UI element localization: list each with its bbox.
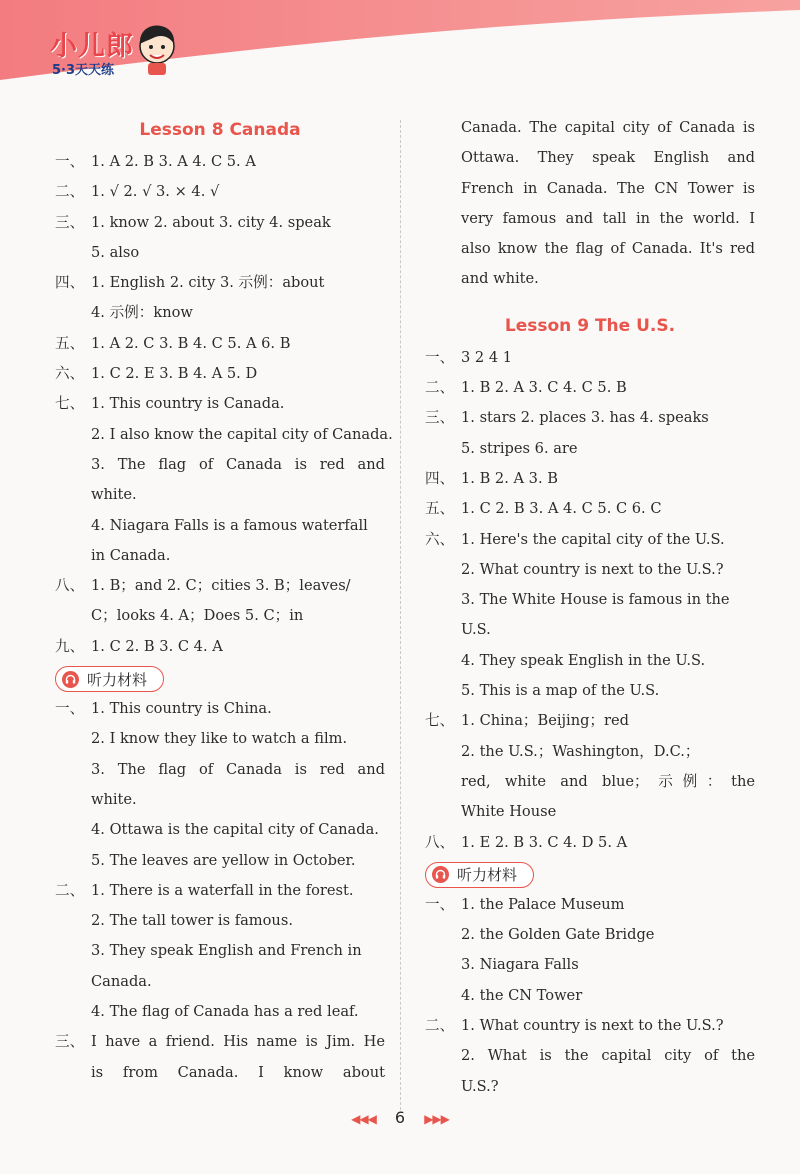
question-number: 二、 (425, 1017, 455, 1035)
answer-row (55, 694, 385, 724)
answer-text: in Canada. (91, 546, 171, 564)
question-number: 二、 (55, 881, 85, 899)
right-arrows-icon: ▶▶▶ (424, 1112, 449, 1126)
answer-text: 2. the Golden Gate Bridge (461, 926, 655, 944)
answer-row (55, 389, 385, 419)
question-number: 一、 (55, 700, 85, 718)
passage-line (425, 113, 755, 143)
answer-text: 1. A 2. C 3. B 4. C 5. A 6. B (91, 334, 291, 352)
answer-text: 1. B 2. A 3. C 4. C 5. B (461, 379, 627, 397)
answer-text: White House (461, 803, 557, 821)
listening-label: 听力材料 (87, 670, 148, 689)
listening-tag (425, 862, 534, 888)
answer-row (425, 737, 755, 767)
passage-line (425, 234, 755, 264)
answer-text: 2. What is the capital city of the (461, 1047, 755, 1065)
answer-text: 4. 示例：know (91, 304, 193, 322)
answer-row (425, 767, 755, 797)
answer-row (55, 571, 385, 601)
answer-text: 1. B；and 2. C；cities 3. B；leaves/ (91, 577, 351, 595)
answer-row (425, 434, 755, 464)
answer-text: U.S.? (461, 1077, 499, 1095)
right-column (425, 113, 755, 1102)
question-number: 九、 (55, 637, 85, 655)
answer-text: is from Canada. I know about (91, 1063, 385, 1081)
answer-text: white. (91, 790, 137, 808)
answer-text: white. (91, 486, 137, 504)
answer-row (55, 785, 385, 815)
listening-continued (425, 113, 755, 295)
answer-row (55, 268, 385, 298)
question-number: 四、 (425, 469, 455, 487)
answer-row (55, 601, 385, 631)
answer-row (55, 177, 385, 207)
answer-text: 4. The flag of Canada has a red leaf. (91, 1003, 359, 1021)
answer-text: 1. know 2. about 3. city 4. speak (91, 213, 331, 231)
answer-row (425, 828, 755, 858)
answer-text: 4. They speak English in the U.S. (461, 651, 706, 669)
answer-text: red, white and blue；示例：the (461, 772, 755, 790)
question-number: 三、 (55, 1033, 85, 1051)
answer-row (425, 920, 755, 950)
brand-logo: 小儿郎 (50, 31, 134, 62)
question-number: 一、 (425, 895, 455, 913)
question-number: 五、 (425, 500, 455, 518)
lesson-8-title: Lesson 8 Canada (139, 120, 301, 140)
answer-row (55, 936, 385, 966)
passage-text: and white. (461, 270, 539, 288)
answer-text: 2. The tall tower is famous. (91, 912, 293, 930)
answer-row (55, 997, 385, 1027)
question-number: 八、 (425, 833, 455, 851)
answer-row (425, 1041, 755, 1071)
answer-text: 1. the Palace Museum (461, 895, 625, 913)
answer-row (425, 464, 755, 494)
answer-row (425, 403, 755, 433)
listening-tag (55, 666, 164, 692)
answer-row (55, 541, 385, 571)
answer-row (55, 359, 385, 389)
answer-text: 1. China；Beijing；red (461, 712, 629, 730)
answer-row (55, 329, 385, 359)
question-number: 六、 (425, 530, 455, 548)
answer-text: 4. Ottawa is the capital city of Canada. (91, 821, 379, 839)
answer-text: C；looks 4. A；Does 5. C；in (91, 607, 304, 625)
answer-row (55, 480, 385, 510)
page-number: 6 (394, 1108, 406, 1127)
question-number: 二、 (55, 183, 85, 201)
passage-line (425, 143, 755, 173)
passage-line (425, 174, 755, 204)
answer-text: 1. English 2. city 3. 示例：about (91, 274, 325, 292)
question-number: 四、 (55, 274, 85, 292)
lesson-8-listening (55, 694, 385, 1088)
column-divider (400, 120, 401, 1110)
answer-text: 3. Niagara Falls (461, 956, 579, 974)
page-footer (0, 1108, 800, 1127)
answer-row (55, 238, 385, 268)
answer-text: 2. the U.S.；Washington，D.C.； (461, 742, 700, 760)
question-number: 七、 (55, 395, 85, 413)
answer-row (425, 343, 755, 373)
answer-row (55, 632, 385, 662)
answer-row (55, 815, 385, 845)
answer-row (425, 1011, 755, 1041)
answer-text: 1. E 2. B 3. C 4. D 5. A (461, 833, 628, 851)
question-number: 一、 (425, 348, 455, 366)
answer-row (55, 967, 385, 997)
left-arrows-icon: ◀◀◀ (351, 1112, 376, 1126)
passage-text: very famous and tall in the world. I (461, 209, 755, 227)
answer-text: Canada. (91, 972, 152, 990)
answer-row (55, 846, 385, 876)
lesson-9-title: Lesson 9 The U.S. (504, 315, 676, 336)
answer-row (425, 950, 755, 980)
answer-row (425, 676, 755, 706)
passage-line (425, 264, 755, 294)
passage-text: also know the flag of Canada. It's red (461, 240, 755, 258)
answer-row (55, 298, 385, 328)
answer-text: 1. B 2. A 3. B (461, 469, 558, 487)
question-number: 二、 (425, 379, 455, 397)
answer-row (425, 646, 755, 676)
answer-row (425, 494, 755, 524)
passage-text: Canada. The capital city of Canada is (461, 119, 755, 136)
answer-text: 1. A 2. B 3. A 4. C 5. A (91, 153, 256, 170)
answer-text: 4. Niagara Falls is a famous waterfall (91, 516, 368, 534)
passage-text: French in Canada. The CN Tower is (461, 179, 755, 197)
question-number: 七、 (425, 712, 455, 730)
answer-text: 1. √ 2. √ 3. × 4. √ (91, 183, 220, 201)
answer-text: 1. C 2. B 3. C 4. A (91, 637, 223, 655)
answer-text: 5. The leaves are yellow in October. (91, 851, 356, 869)
lesson-9-answers (425, 343, 755, 858)
answer-text: 1. stars 2. places 3. has 4. speaks (461, 409, 709, 427)
passage-text: Ottawa. They speak English and (461, 149, 755, 167)
answer-row (425, 615, 755, 645)
listening-label: 听力材料 (457, 866, 518, 885)
answer-row (425, 890, 755, 920)
answer-row (425, 373, 755, 403)
headphones-icon (432, 866, 449, 883)
answer-text: 2. I know they like to watch a film. (91, 730, 348, 748)
answer-text: 1. Here's the capital city of the U.S. (461, 530, 725, 548)
answer-text: 1. What country is next to the U.S.? (461, 1017, 724, 1035)
question-number: 五、 (55, 334, 85, 352)
answer-row (425, 1072, 755, 1102)
series-label: 5·3天天练 (52, 63, 115, 78)
answer-row (55, 147, 385, 177)
headphones-icon (62, 671, 79, 688)
answer-text: 3. The flag of Canada is red and (91, 760, 385, 778)
answer-row (425, 525, 755, 555)
left-column (55, 113, 393, 1088)
answer-row (55, 450, 385, 480)
question-number: 六、 (55, 365, 85, 383)
answer-text: 3. The White House is famous in the (461, 591, 730, 609)
answer-text: I have a friend. His name is Jim. He (91, 1033, 385, 1051)
answer-text: 1. C 2. B 3. A 4. C 5. C 6. C (461, 500, 662, 518)
answer-row (55, 755, 385, 785)
answer-text: 3. The flag of Canada is red and (91, 455, 385, 473)
answer-text: U.S. (461, 621, 491, 639)
question-number: 三、 (55, 213, 85, 231)
answer-text: 3. They speak English and French in (91, 942, 362, 960)
answer-row (425, 797, 755, 827)
answer-text: 5. This is a map of the U.S. (461, 682, 660, 700)
answer-row (55, 876, 385, 906)
answer-text: 1. C 2. E 3. B 4. A 5. D (91, 365, 258, 383)
answer-row (55, 724, 385, 754)
lesson-8-answers (55, 147, 393, 662)
passage-line (425, 204, 755, 234)
question-number: 一、 (55, 153, 85, 170)
answer-text: 4. the CN Tower (461, 986, 583, 1004)
question-number: 八、 (55, 577, 85, 595)
answer-text: 1. This country is China. (91, 700, 272, 718)
answer-text: 1. There is a waterfall in the forest. (91, 881, 354, 899)
answer-text: 1. This country is Canada. (91, 395, 285, 413)
answer-text: 2. What country is next to the U.S.? (461, 560, 724, 578)
answer-row (425, 555, 755, 585)
answer-row (55, 906, 385, 936)
answer-text: 5. also (91, 243, 140, 261)
answer-text: 2. I also know the capital city of Canada. (91, 425, 393, 443)
answer-row (425, 981, 755, 1011)
answer-row (55, 208, 385, 238)
answer-text: 5. stripes 6. are (461, 439, 578, 457)
answer-row (425, 585, 755, 615)
answer-row (55, 420, 393, 450)
mascot-boy-icon (133, 20, 181, 76)
lesson-9-listening (425, 890, 755, 1102)
question-number: 三、 (425, 409, 455, 427)
answer-row (55, 511, 385, 541)
answer-text: 3 2 4 1 (461, 348, 513, 366)
answer-row (55, 1058, 385, 1088)
answer-row (425, 706, 755, 736)
answer-row (55, 1027, 385, 1057)
